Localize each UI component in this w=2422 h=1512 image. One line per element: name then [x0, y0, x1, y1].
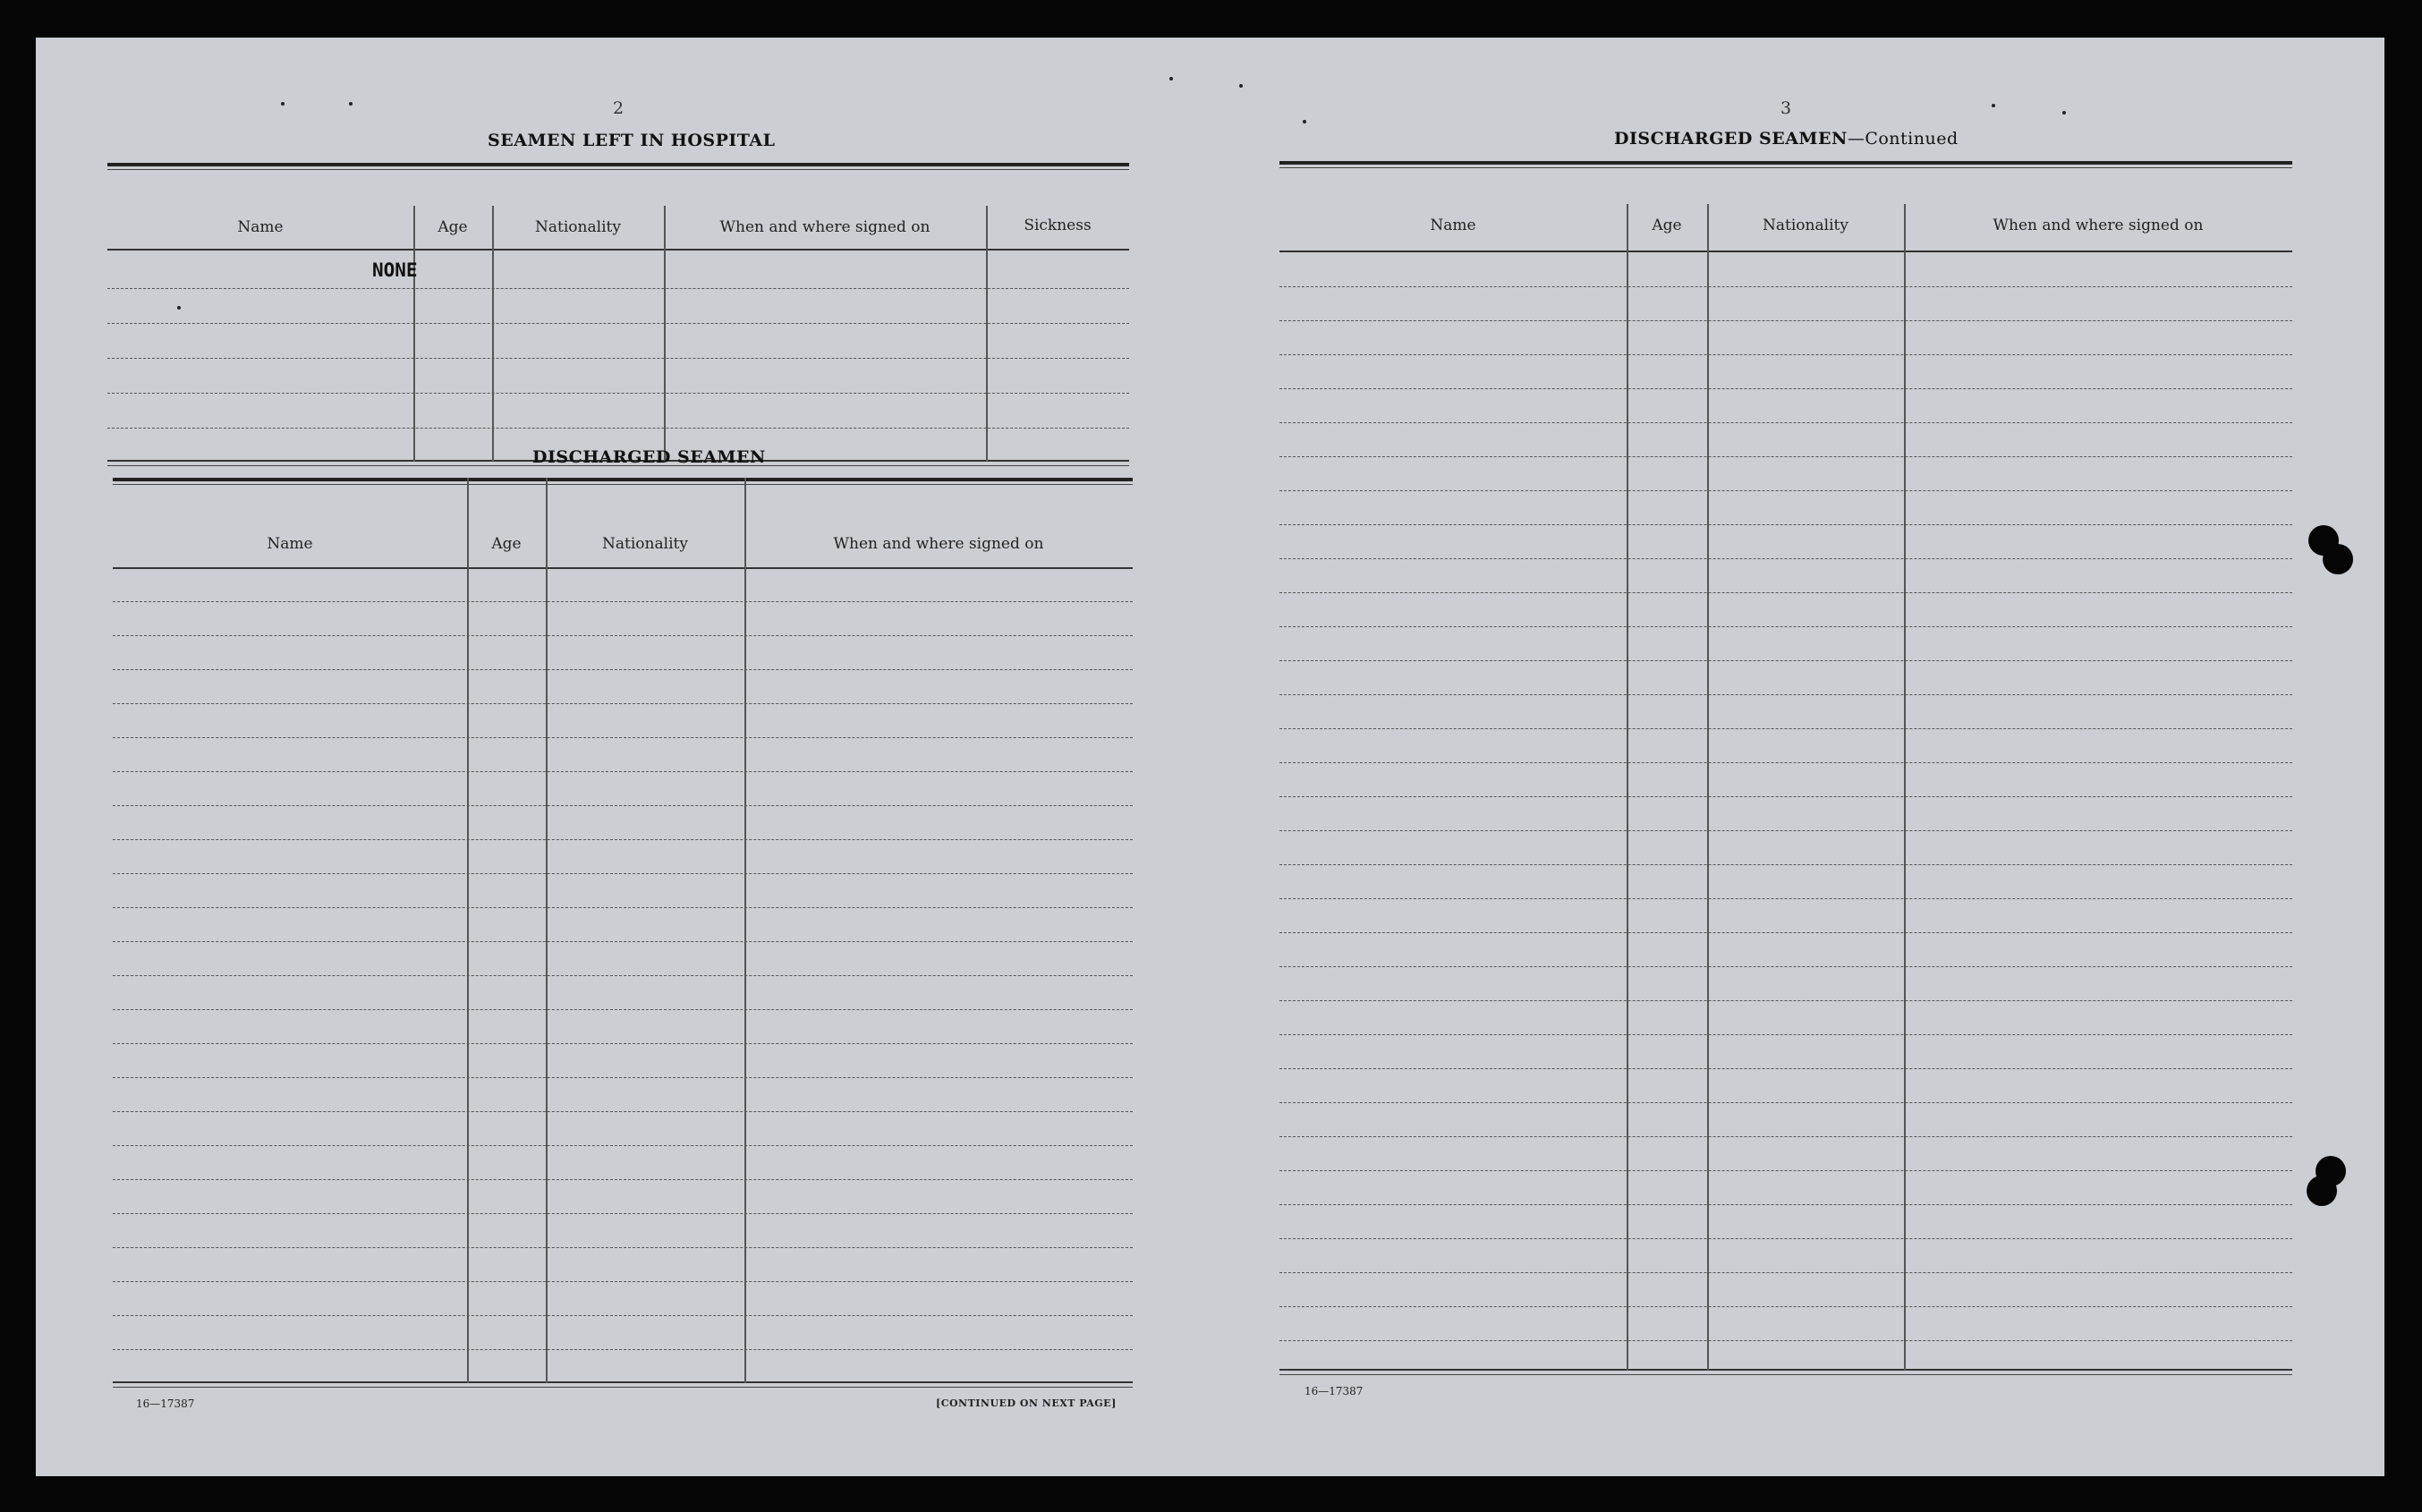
- row-line: [1279, 1306, 2292, 1307]
- row-line: [113, 1315, 1133, 1316]
- row-line: [113, 703, 1133, 704]
- row-line: [1279, 830, 2292, 831]
- col-header-sickness: Sickness: [1024, 217, 1092, 234]
- row-line: [113, 1247, 1133, 1248]
- speck: [1992, 104, 1995, 107]
- discharged-table-left: [113, 478, 1133, 1390]
- row-line: [1279, 1068, 2292, 1069]
- col-header-signed-on: When and where signed on: [833, 535, 1044, 553]
- speck: [1303, 120, 1306, 123]
- row-line: [1279, 1102, 2292, 1103]
- row-line: [1279, 1170, 2292, 1171]
- row-line: [113, 873, 1133, 874]
- hospital-section-title: SEAMEN LEFT IN HOSPITAL: [488, 131, 776, 150]
- speck: [2062, 111, 2066, 115]
- section-title-main: DISCHARGED SEAMEN: [1614, 129, 1848, 149]
- document-sheet: [36, 38, 2384, 1476]
- row-line: [1279, 1272, 2292, 1273]
- col-header-nationality: Nationality: [602, 535, 688, 553]
- row-line: [1279, 286, 2292, 287]
- row-line: [113, 1349, 1133, 1350]
- col-divider: [986, 206, 988, 462]
- row-line: [113, 805, 1133, 806]
- table-rule: [1279, 161, 2292, 165]
- col-divider: [664, 206, 666, 462]
- row-line: [1279, 524, 2292, 525]
- table-rule: [107, 163, 1129, 166]
- row-line: [1279, 626, 2292, 627]
- row-line: [1279, 1204, 2292, 1205]
- discharged-continued-title: [1614, 129, 1959, 149]
- hospital-table: [107, 163, 1129, 467]
- col-divider: [546, 478, 548, 1383]
- header-line: [113, 567, 1133, 569]
- row-line: [1279, 966, 2292, 967]
- row-line: [107, 288, 1129, 289]
- col-header-name: Name: [1430, 217, 1476, 234]
- col-header-signed-on: When and where signed on: [719, 218, 931, 236]
- row-line: [1279, 354, 2292, 355]
- row-line: [113, 1111, 1133, 1112]
- row-line: [1279, 660, 2292, 661]
- bottom-line: [113, 1381, 1133, 1383]
- bottom-line: [113, 1387, 1133, 1388]
- row-line: [1279, 694, 2292, 695]
- bottom-line: [1279, 1369, 2292, 1371]
- form-number-left: 16—17387: [136, 1397, 195, 1410]
- row-line: [1279, 1136, 2292, 1137]
- col-divider: [413, 206, 415, 462]
- col-header-age: Age: [438, 218, 468, 236]
- header-line: [1279, 251, 2292, 252]
- row-line: [113, 1213, 1133, 1214]
- row-line: [1279, 1340, 2292, 1341]
- row-line: [1279, 558, 2292, 559]
- row-line: [113, 669, 1133, 670]
- col-divider: [467, 478, 469, 1383]
- row-line: [1279, 388, 2292, 389]
- col-header-name: Name: [267, 535, 313, 553]
- row-line: [113, 907, 1133, 908]
- row-line: [1279, 1238, 2292, 1239]
- row-line: [113, 601, 1133, 602]
- col-header-age: Age: [491, 535, 522, 553]
- row-line: [1279, 1034, 2292, 1035]
- col-header-name: Name: [237, 218, 284, 236]
- speck: [281, 102, 285, 106]
- row-line: [1279, 932, 2292, 933]
- table-rule: [113, 484, 1133, 485]
- hospital-entry-none: NONE: [372, 259, 418, 281]
- table-rule: [113, 478, 1133, 481]
- form-number-right: 16—17387: [1304, 1385, 1364, 1397]
- header-line: [107, 249, 1129, 251]
- discharged-table-right: [1279, 161, 2292, 1396]
- col-header-age: Age: [1652, 217, 1682, 234]
- row-line: [1279, 592, 2292, 593]
- row-line: [113, 1043, 1133, 1044]
- row-line: [113, 737, 1133, 738]
- section-title-suffix: —Continued: [1847, 129, 1959, 149]
- row-line: [113, 975, 1133, 976]
- row-line: [107, 358, 1129, 359]
- page-number-right: 3: [1780, 98, 1792, 118]
- binder-hole: [2323, 544, 2353, 574]
- row-line: [113, 1145, 1133, 1146]
- row-line: [1279, 898, 2292, 899]
- col-divider: [492, 206, 494, 462]
- bottom-line: [1279, 1374, 2292, 1375]
- table-rule: [1279, 167, 2292, 168]
- col-divider: [1707, 204, 1709, 1371]
- row-line: [113, 1077, 1133, 1078]
- row-line: [1279, 1000, 2292, 1001]
- row-line: [1279, 864, 2292, 865]
- col-header-nationality: Nationality: [535, 218, 621, 236]
- col-header-signed-on: When and where signed on: [1993, 217, 2204, 234]
- row-line: [107, 323, 1129, 324]
- discharged-section-title: DISCHARGED SEAMEN: [532, 447, 766, 467]
- row-line: [1279, 456, 2292, 457]
- row-line: [1279, 422, 2292, 423]
- col-divider: [744, 478, 746, 1383]
- row-line: [113, 1179, 1133, 1180]
- row-line: [107, 428, 1129, 429]
- table-rule: [107, 169, 1129, 170]
- row-line: [1279, 762, 2292, 763]
- row-line: [113, 941, 1133, 942]
- row-line: [107, 393, 1129, 394]
- row-line: [1279, 728, 2292, 729]
- speck: [1239, 84, 1243, 88]
- row-line: [113, 839, 1133, 840]
- page-number-left: 2: [613, 98, 625, 118]
- row-line: [113, 635, 1133, 636]
- row-line: [113, 771, 1133, 772]
- col-divider: [1904, 204, 1906, 1371]
- row-line: [1279, 490, 2292, 491]
- col-header-nationality: Nationality: [1763, 217, 1848, 234]
- row-line: [1279, 320, 2292, 321]
- row-line: [113, 1009, 1133, 1010]
- binder-hole: [2307, 1176, 2337, 1206]
- row-line: [1279, 796, 2292, 797]
- row-line: [113, 1281, 1133, 1282]
- col-divider: [1627, 204, 1628, 1371]
- continued-note: [CONTINUED ON NEXT PAGE]: [936, 1397, 1117, 1409]
- speck: [1169, 77, 1173, 81]
- speck: [349, 102, 353, 106]
